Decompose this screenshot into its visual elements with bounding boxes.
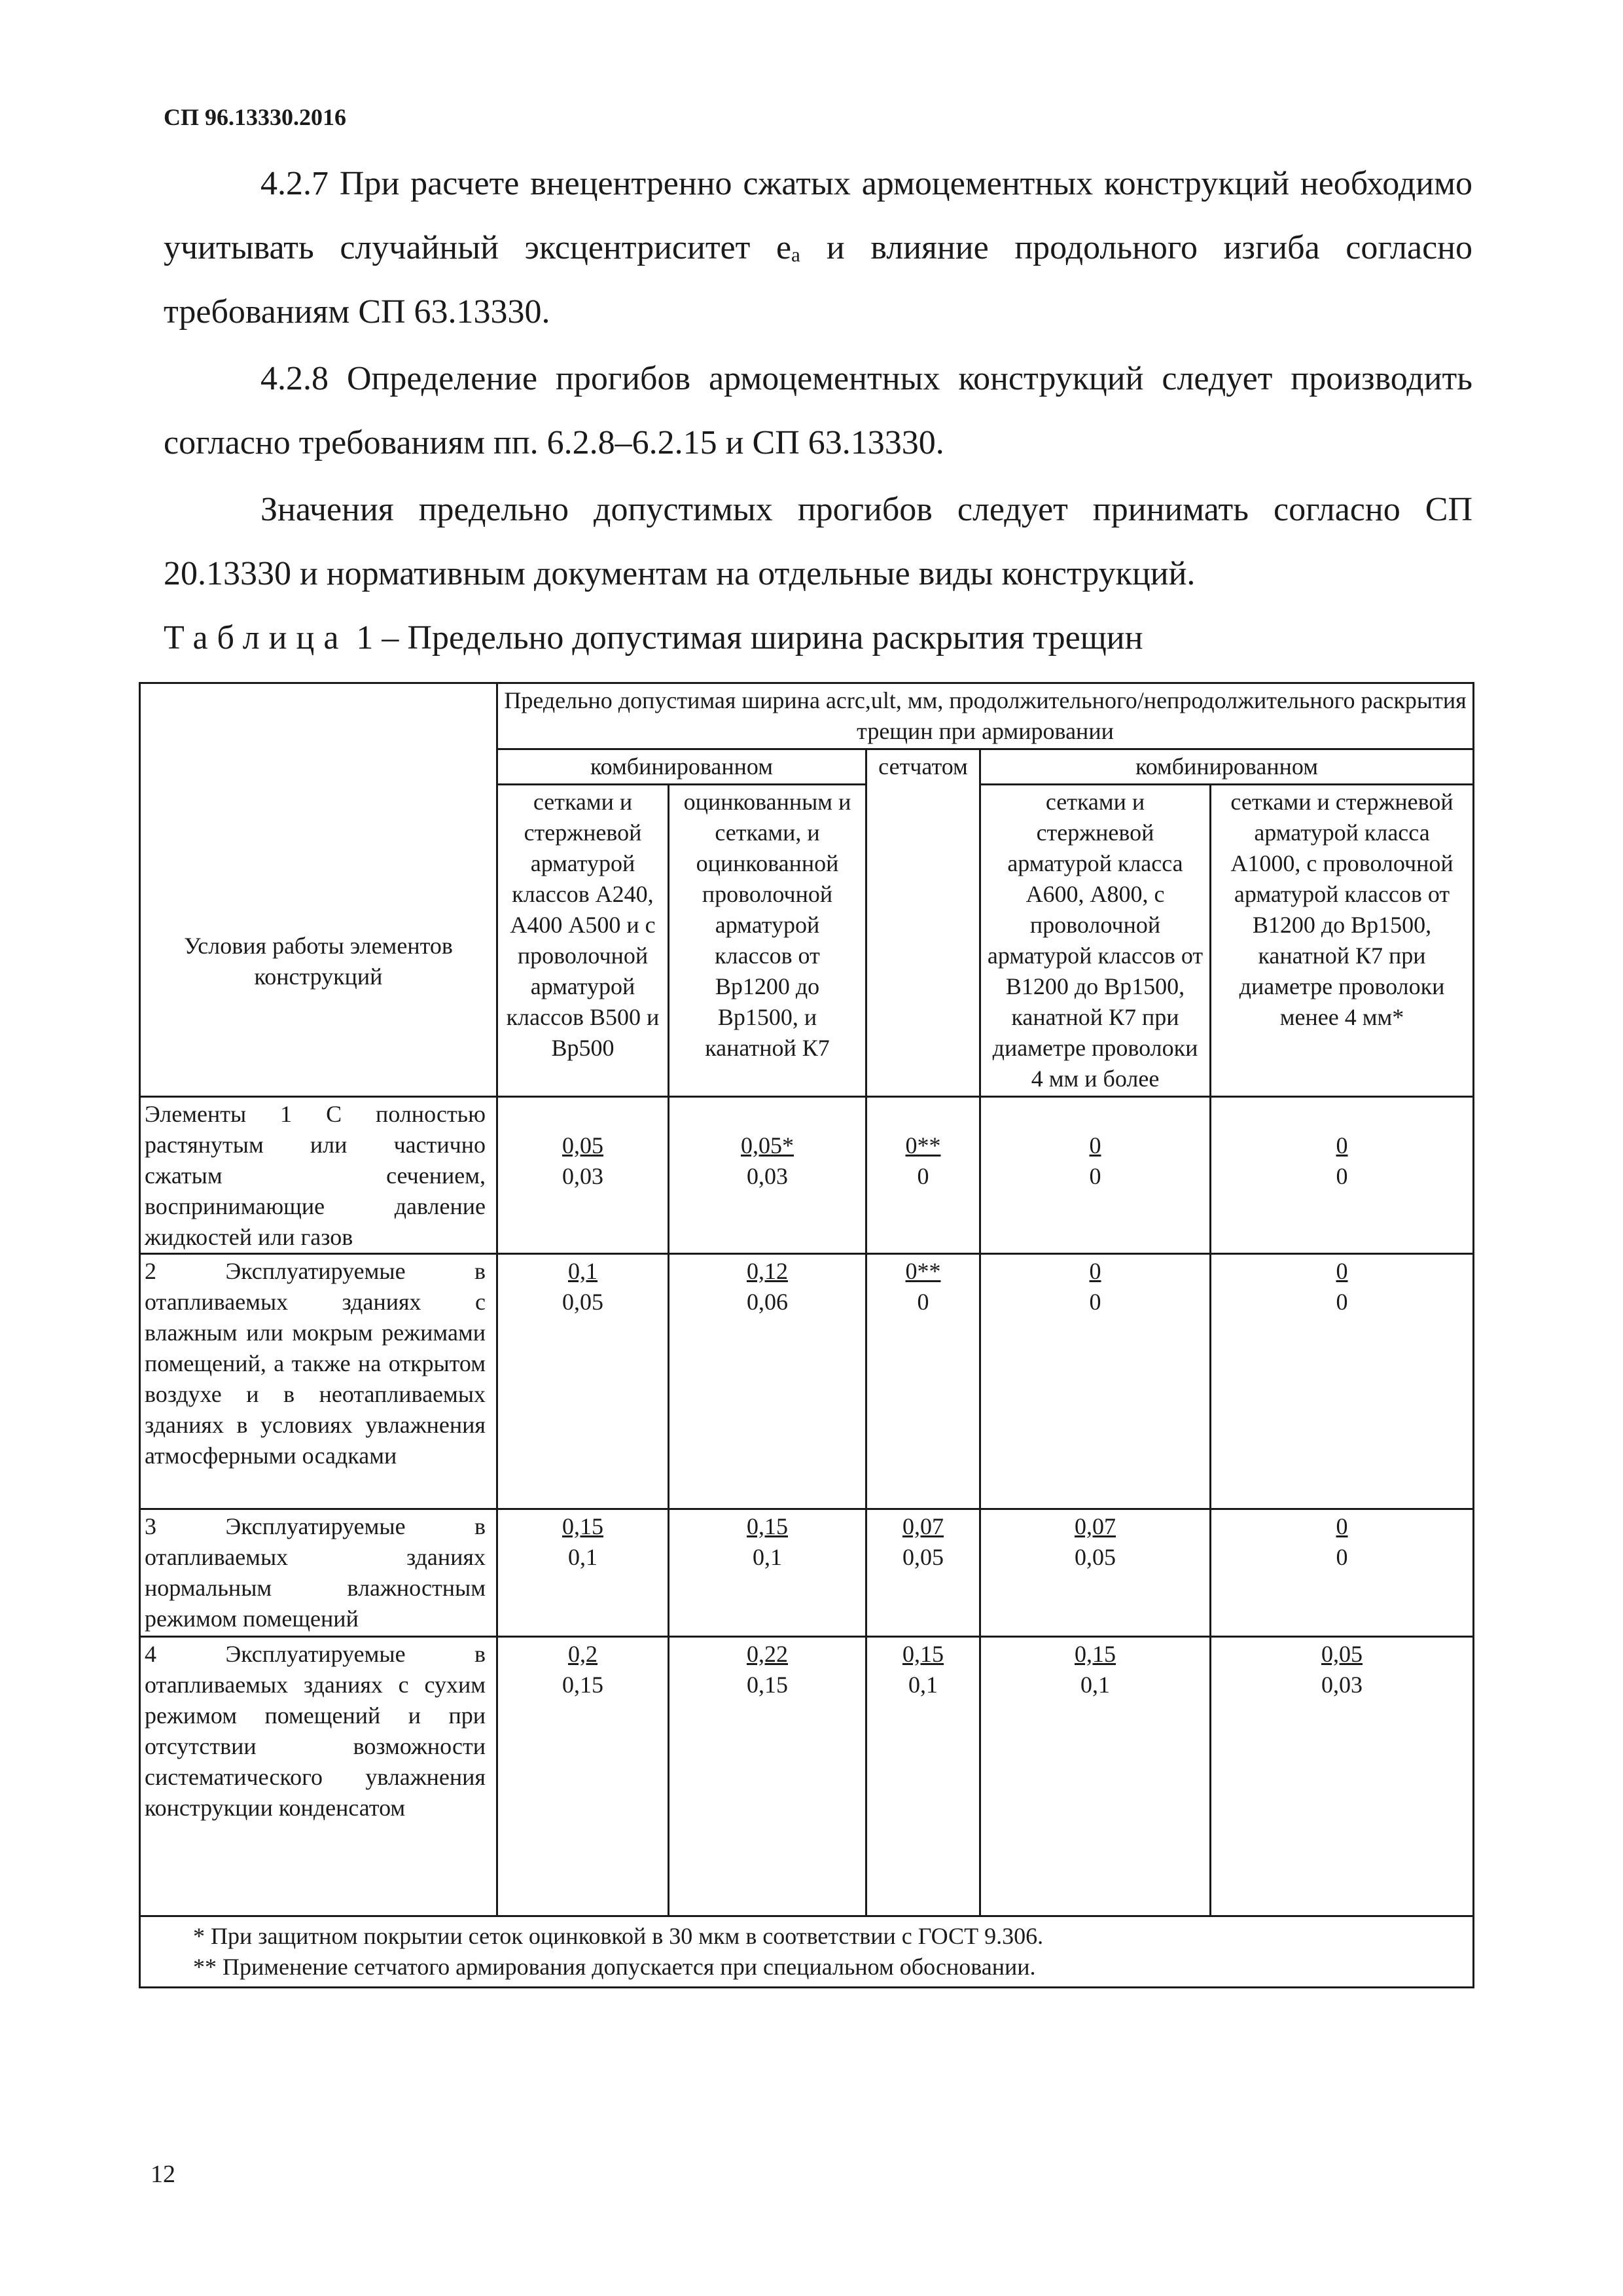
value-long: 0,15: [902, 1641, 944, 1667]
value-short: 0,03: [562, 1163, 603, 1189]
header-crack-width-group: Предельно допустимая ширина acrc,ult, мм, продолжительного/непродолжительного раскрытия трещин при армировании: [497, 683, 1474, 749]
table-caption-word: Таблица: [164, 619, 348, 656]
row-condition: 3 Эксплуатируемые в отапливаемых зданиях нормальным влажностным режимом помещений: [140, 1509, 497, 1637]
value-short: 0: [917, 1289, 929, 1315]
value-long: 0: [1089, 1132, 1101, 1158]
value-short: 0: [1336, 1163, 1348, 1189]
value-short: 0: [1336, 1289, 1348, 1315]
value-short: 0,1: [908, 1672, 938, 1698]
paragraph-deflection-values: Значения предельно допустимых прогибов следует принимать согласно СП 20.13330 и нормативным документам на отдельные виды конструкций.: [164, 491, 1472, 592]
value-short: 0,15: [747, 1672, 788, 1698]
value-long: 0: [1089, 1258, 1101, 1284]
value-long: 0: [1336, 1513, 1348, 1539]
value-long: 0**: [905, 1132, 941, 1158]
value-long: 0,07: [1075, 1513, 1116, 1539]
table-row: [140, 1097, 1474, 1254]
value-long: 0: [1336, 1132, 1348, 1158]
value-long: 0**: [905, 1258, 941, 1284]
value-long: 0,2: [568, 1641, 597, 1667]
table-footnotes: [140, 1916, 1474, 1988]
value-long: 0,1: [568, 1258, 597, 1284]
value-long: 0,15: [1075, 1641, 1116, 1667]
value-short: 0,05: [902, 1544, 944, 1570]
value-short: 0,1: [1080, 1672, 1110, 1698]
header-col-1: сетками и стержневой арматурой классов А240, А400 А500 и с проволочной арматурой классов В500 и Вр500: [497, 785, 669, 1097]
value-short: 0,05: [1075, 1544, 1116, 1570]
crack-width-table: [139, 682, 1474, 1988]
footnote-zinc-coating: * При защитном покрытии сеток оцинковкой в 30 мкм в соответствии с ГОСТ 9.306.: [193, 1923, 1044, 1949]
value-short: 0,03: [747, 1163, 788, 1189]
value-long: 0,05*: [741, 1132, 794, 1158]
document-code: СП 96.13330.2016: [164, 104, 346, 130]
row-condition: 2 Эксплуатируемые в отапливаемых зданиях с влажным или мокрым режимами помещений, а также на открытом воздухе и в неотапливаемых зданиях в условиях увлажнения атмосферными осадками: [140, 1254, 497, 1509]
value-long: 0,12: [747, 1258, 788, 1284]
value-long: 0,05: [562, 1132, 603, 1158]
value-short: 0,03: [1321, 1672, 1363, 1698]
value-short: 0,15: [562, 1672, 603, 1698]
value-long: 0,15: [747, 1513, 788, 1539]
value-short: 0: [1089, 1163, 1101, 1189]
footnote-mesh-reinforcement: ** Применение сетчатого армирования допускается при специальном обосновании.: [193, 1954, 1036, 1980]
value-long: 0,15: [562, 1513, 603, 1539]
header-mesh: сетчатом: [866, 749, 980, 1097]
paragraph-4-2-8: 4.2.8 Определение прогибов армоцементных конструкций следует производить согласно требованиям пп. 6.2.8–6.2.15 и СП 63.13330.: [164, 360, 1472, 461]
value-long: 0: [1336, 1258, 1348, 1284]
header-conditions: Условия работы элементов конструкций: [140, 683, 497, 1097]
value-short: 0: [1336, 1544, 1348, 1570]
table-row: [140, 1509, 1474, 1637]
row-condition: 4 Эксплуатируемые в отапливаемых зданиях с сухим режимом помещений и при отсутствии возможности систематического увлажнения конструкции конденсатом: [140, 1637, 497, 1916]
table-caption-title: 1 – Предельно допустимая ширина раскрытия трещин: [356, 619, 1143, 656]
value-short: 0,05: [562, 1289, 603, 1315]
table-row: [140, 1637, 1474, 1916]
header-col-4: сетками и стержневой арматурой класса А600, А800, с проволочной арматурой классов от В1200 до Вр1500, канатной К7 при диаметре проволоки 4 мм и более: [980, 785, 1211, 1097]
value-long: 0,05: [1321, 1641, 1363, 1667]
table-caption: [164, 612, 1143, 664]
value-short: 0: [1089, 1289, 1101, 1315]
header-col-5: сетками и стержневой арматурой класса А1000, с проволочной арматурой классов от В1200 до Вр1500, канатной К7 при диаметре проволоки менее 4 мм*: [1211, 785, 1474, 1097]
page-number: 12: [151, 2161, 175, 2188]
value-short: 0,1: [568, 1544, 597, 1570]
header-col-2: оцинкованным и сетками, и оцинкованной проволочной арматурой классов от Вр1200 до Вр1500, и канатной К7: [669, 785, 866, 1097]
row-condition: Элементы 1 С полностью растянутым или частично сжатым сечением, воспринимающие давление жидкостей или газов: [140, 1097, 497, 1254]
value-long: 0,07: [902, 1513, 944, 1539]
header-combined-2: комбинированном: [980, 749, 1474, 785]
value-short: 0,1: [753, 1544, 782, 1570]
header-combined-1: комбинированном: [497, 749, 866, 785]
value-short: 0: [917, 1163, 929, 1189]
table-row: [140, 1254, 1474, 1509]
value-short: 0,06: [747, 1289, 788, 1315]
paragraph-4-2-7: 4.2.7 При расчете внецентренно сжатых армоцементных конструкций необходимо учитывать случайный эксцентриситет eₐ и влияние продольного изгиба согласно требованиям СП 63.13330.: [164, 165, 1472, 331]
value-long: 0,22: [747, 1641, 788, 1667]
